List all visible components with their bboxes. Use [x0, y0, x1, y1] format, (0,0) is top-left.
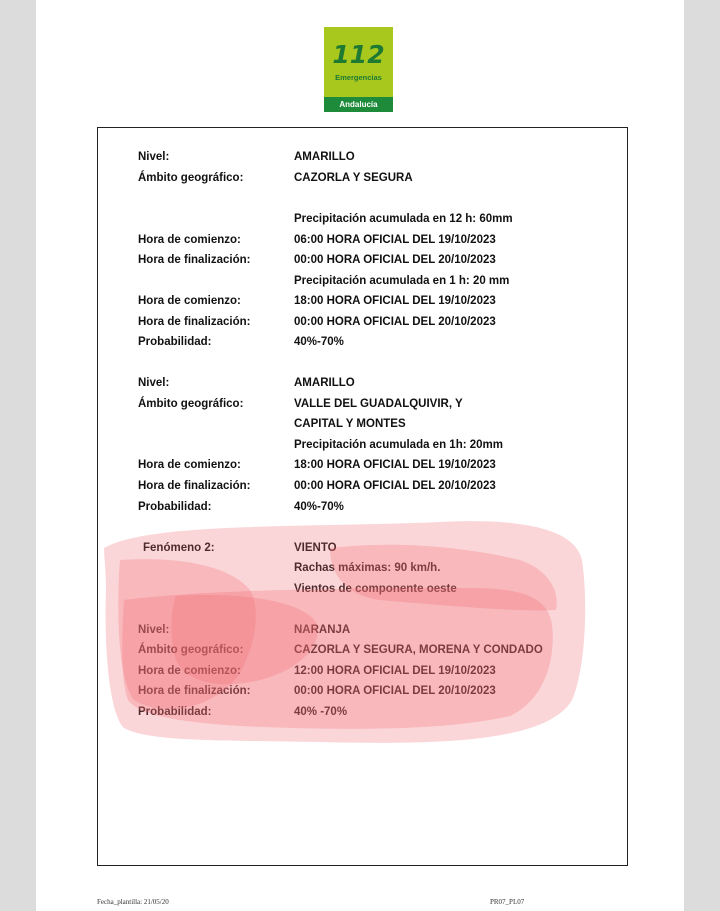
b1-ambito-label: Ámbito geográfico: — [138, 172, 244, 184]
b3-fenomeno-value: VIENTO — [294, 542, 337, 554]
b2-nivel-value: AMARILLO — [294, 377, 355, 389]
b1-nivel-label: Nivel: — [138, 151, 170, 163]
b3-rachas: Rachas máximas: 90 km/h. — [294, 562, 441, 574]
b1-precip-1h: Precipitación acumulada en 1 h: 20 mm — [294, 275, 510, 287]
logo-subtitle: Emergencias — [335, 73, 382, 82]
b3-ambito-value: CAZORLA Y SEGURA, MORENA Y CONDADO — [294, 644, 543, 656]
b2-ambito-line2: CAPITAL Y MONTES — [294, 418, 406, 430]
b2-ambito-line1: VALLE DEL GUADALQUIVIR, Y — [294, 398, 463, 410]
b3-fin-label: Hora de finalización: — [138, 685, 251, 697]
b2-fin-label: Hora de finalización: — [138, 480, 251, 492]
b1-prob-value: 40%-70% — [294, 336, 344, 348]
b3-nivel-label: Nivel: — [138, 624, 170, 636]
b1-precip-12h: Precipitación acumulada en 12 h: 60mm — [294, 213, 513, 225]
b2-prob-label: Probabilidad: — [138, 501, 212, 513]
b2-fin-value: 00:00 HORA OFICIAL DEL 20/10/2023 — [294, 480, 496, 492]
b2-ambito-label: Ámbito geográfico: — [138, 398, 244, 410]
b3-vientos: Vientos de componente oeste — [294, 583, 457, 595]
b1-fin1-value: 00:00 HORA OFICIAL DEL 20/10/2023 — [294, 254, 496, 266]
b1-fin2-value: 00:00 HORA OFICIAL DEL 20/10/2023 — [294, 316, 496, 328]
b1-fin2-label: Hora de finalización: — [138, 316, 251, 328]
b1-comienzo2-label: Hora de comienzo: — [138, 295, 241, 307]
emergencias-112-logo — [324, 27, 393, 112]
b1-comienzo2-value: 18:00 HORA OFICIAL DEL 19/10/2023 — [294, 295, 496, 307]
logo-region: Andalucía — [324, 97, 393, 112]
b1-fin1-label: Hora de finalización: — [138, 254, 251, 266]
b3-prob-value: 40% -70% — [294, 706, 348, 718]
b1-ambito-value: CAZORLA Y SEGURA — [294, 172, 413, 184]
b3-fenomeno-label: Fenómeno 2: — [143, 542, 215, 554]
b2-nivel-label: Nivel: — [138, 377, 170, 389]
b3-comienzo-label: Hora de comienzo: — [138, 665, 241, 677]
b3-nivel-value: NARANJA — [294, 624, 351, 636]
footer-code: PR07_PL07 — [490, 898, 525, 906]
b2-comienzo-value: 18:00 HORA OFICIAL DEL 19/10/2023 — [294, 459, 496, 471]
b2-comienzo-label: Hora de comienzo: — [138, 459, 241, 471]
b3-fin-value: 00:00 HORA OFICIAL DEL 20/10/2023 — [294, 685, 496, 697]
b1-prob-label: Probabilidad: — [138, 336, 212, 348]
b1-comienzo1-label: Hora de comienzo: — [138, 234, 241, 246]
b2-precip-1h: Precipitación acumulada en 1h: 20mm — [294, 439, 503, 451]
b3-ambito-label: Ámbito geográfico: — [138, 644, 244, 656]
footer-template-date: Fecha_plantilla: 21/05/20 — [97, 898, 169, 906]
b1-comienzo1-value: 06:00 HORA OFICIAL DEL 19/10/2023 — [294, 234, 496, 246]
b1-nivel-value: AMARILLO — [294, 151, 355, 163]
logo-number: 112 — [332, 40, 385, 69]
b3-comienzo-value: 12:00 HORA OFICIAL DEL 19/10/2023 — [294, 665, 496, 677]
b3-prob-label: Probabilidad: — [138, 706, 212, 718]
b2-prob-value: 40%-70% — [294, 501, 344, 513]
